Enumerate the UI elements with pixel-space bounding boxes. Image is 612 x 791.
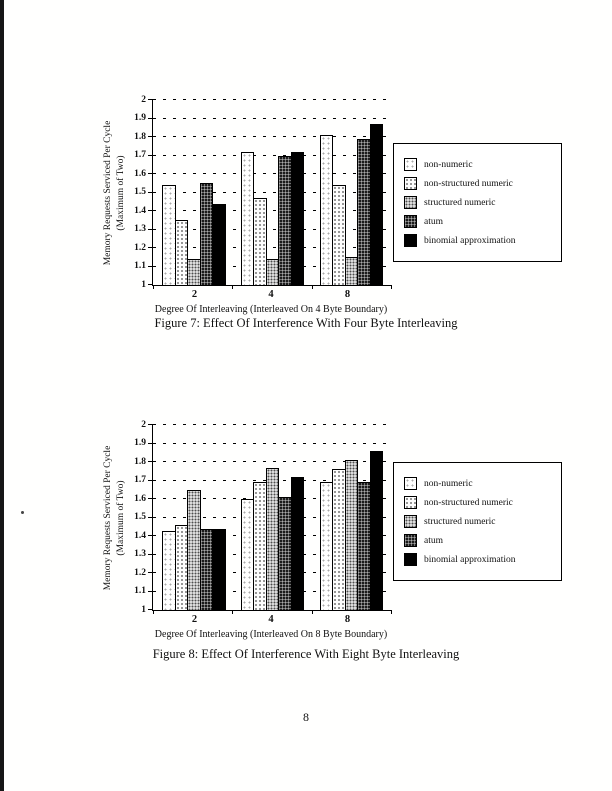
y-tick-label: 1 xyxy=(141,279,146,290)
y-tick-label: 1.3 xyxy=(134,548,146,559)
legend-label: atum xyxy=(424,535,443,546)
figure-7-x-tick-labels xyxy=(152,289,390,300)
bar-structured-numeric xyxy=(266,259,280,285)
legend-row xyxy=(404,515,551,528)
bar-binomial-approximation xyxy=(291,152,305,285)
y-tick-label: 2 xyxy=(141,94,146,105)
bar-non-numeric xyxy=(320,482,334,610)
figure-8-x-axis-label: Degree Of Interleaving (Interleaved On 8 Byte Boundary) xyxy=(154,629,388,640)
legend-swatch-icon xyxy=(404,234,417,247)
bar-structured-numeric xyxy=(345,257,359,285)
legend-swatch-icon xyxy=(404,515,417,528)
legend-row xyxy=(404,177,551,190)
y-tick-label: 1.7 xyxy=(134,149,146,160)
figure-7-x-axis-label: Degree Of Interleaving (Interleaved On 4 Byte Boundary) xyxy=(154,304,388,315)
legend-swatch-icon xyxy=(404,534,417,547)
y-tick-label: 1.1 xyxy=(134,260,146,271)
x-tick-label: 8 xyxy=(344,289,351,300)
bar-group-8 xyxy=(320,124,383,285)
y-axis-label xyxy=(94,425,136,610)
y-tick-label: 1.8 xyxy=(134,456,146,467)
y-tick-label: 1.8 xyxy=(134,131,146,142)
x-tick-label: 2 xyxy=(191,289,198,300)
bar-binomial-approximation xyxy=(370,451,384,610)
x-tick-label: 8 xyxy=(344,614,351,625)
y-axis-label-line2: (Maximum of Two) xyxy=(116,154,126,231)
legend-row xyxy=(404,496,551,509)
figure-8-caption: Figure 8: Effect Of Interference With Eight Byte Interleaving xyxy=(152,647,460,661)
bar-non-numeric xyxy=(320,135,334,285)
bar-non-numeric xyxy=(241,152,255,285)
legend-label: non-numeric xyxy=(424,159,473,170)
legend-row xyxy=(404,534,551,547)
legend-label: atum xyxy=(424,216,443,227)
bar-atum xyxy=(200,183,214,285)
y-axis-label-line1: Memory Requests Serviced Per Cycle xyxy=(103,445,114,590)
bar-groups xyxy=(153,425,391,610)
bar-binomial-approximation xyxy=(212,204,226,285)
bar-group-2 xyxy=(162,490,225,610)
legend-row xyxy=(404,477,551,490)
legend-row xyxy=(404,553,551,566)
bar-non-numeric xyxy=(162,185,176,285)
y-tick-label: 1.2 xyxy=(134,567,146,578)
bar-atum xyxy=(357,482,371,610)
x-axis-tick xyxy=(391,285,392,289)
legend-label: binomial approximation xyxy=(424,235,516,246)
x-tick-label: 2 xyxy=(191,614,198,625)
y-tick-label: 1 xyxy=(141,604,146,615)
bar-group-4 xyxy=(241,468,304,611)
legend-swatch-icon xyxy=(404,158,417,171)
y-tick-label: 1.4 xyxy=(134,530,146,541)
legend-row xyxy=(404,215,551,228)
y-tick-label: 1.5 xyxy=(134,511,146,522)
legend-swatch-icon xyxy=(404,215,417,228)
y-tick-label: 1.6 xyxy=(134,168,146,179)
figure-7-plot xyxy=(134,94,391,290)
bar-group-2 xyxy=(162,183,225,285)
legend-label: structured numeric xyxy=(424,197,496,208)
bar-non-numeric xyxy=(162,531,176,611)
bar-non-structured-numeric xyxy=(253,198,267,285)
legend-swatch-icon xyxy=(404,496,417,509)
bar-non-structured-numeric xyxy=(332,185,346,285)
legend-swatch-icon xyxy=(404,477,417,490)
y-axis-label-line2: (Maximum of Two) xyxy=(116,479,126,556)
x-tick-label: 4 xyxy=(268,289,274,300)
bar-structured-numeric xyxy=(187,490,201,610)
figure-7-legend xyxy=(393,143,562,262)
bar-atum xyxy=(278,497,292,610)
legend-label: non-numeric xyxy=(424,478,473,489)
y-tick-label: 1.6 xyxy=(134,493,146,504)
bar-group-8 xyxy=(320,451,383,610)
bar-structured-numeric xyxy=(266,468,280,611)
y-tick-label: 1.5 xyxy=(134,186,146,197)
bar-non-structured-numeric xyxy=(175,525,189,610)
bar-structured-numeric xyxy=(345,460,359,610)
bar-non-numeric xyxy=(241,499,255,610)
legend-label: structured numeric xyxy=(424,516,496,527)
y-tick-label: 1.4 xyxy=(134,205,146,216)
legend-row xyxy=(404,234,551,247)
legend-label: non-structured numeric xyxy=(424,178,513,189)
y-axis-label-line1: Memory Requests Serviced Per Cycle xyxy=(103,120,114,265)
bar-non-structured-numeric xyxy=(253,482,267,610)
x-tick-label: 4 xyxy=(268,614,274,625)
x-axis-tick xyxy=(391,610,392,614)
bar-non-structured-numeric xyxy=(175,220,189,285)
legend-swatch-icon xyxy=(404,553,417,566)
bar-structured-numeric xyxy=(187,259,201,285)
bar-atum xyxy=(278,156,292,286)
bar-binomial-approximation xyxy=(212,529,226,610)
bar-non-structured-numeric xyxy=(332,469,346,610)
legend-swatch-icon xyxy=(404,177,417,190)
y-tick-label: 1.1 xyxy=(134,585,146,596)
y-tick-label: 2 xyxy=(141,419,146,430)
figure-7-caption: Figure 7: Effect Of Interference With Four Byte Interleaving xyxy=(154,316,458,330)
y-tick-label: 1.9 xyxy=(134,112,146,123)
bar-binomial-approximation xyxy=(370,124,384,285)
y-tick-label: 1.7 xyxy=(134,474,146,485)
bar-atum xyxy=(357,139,371,285)
bar-binomial-approximation xyxy=(291,477,305,610)
bar-group-4 xyxy=(241,152,304,285)
figure-8 xyxy=(0,419,612,675)
legend-row xyxy=(404,196,551,209)
legend-row xyxy=(404,158,551,171)
page-number: 8 xyxy=(303,710,309,724)
y-axis-label xyxy=(94,100,136,285)
figure-8-legend xyxy=(393,462,562,581)
legend-swatch-icon xyxy=(404,196,417,209)
legend-label: non-structured numeric xyxy=(424,497,513,508)
y-tick-label: 1.3 xyxy=(134,223,146,234)
legend-label: binomial approximation xyxy=(424,554,516,565)
figure-7 xyxy=(0,94,612,350)
bar-groups xyxy=(153,100,391,285)
figure-8-x-tick-labels xyxy=(152,614,390,625)
y-tick-label: 1.9 xyxy=(134,437,146,448)
figure-8-plot xyxy=(134,419,391,615)
bar-atum xyxy=(200,529,214,610)
y-tick-label: 1.2 xyxy=(134,242,146,253)
